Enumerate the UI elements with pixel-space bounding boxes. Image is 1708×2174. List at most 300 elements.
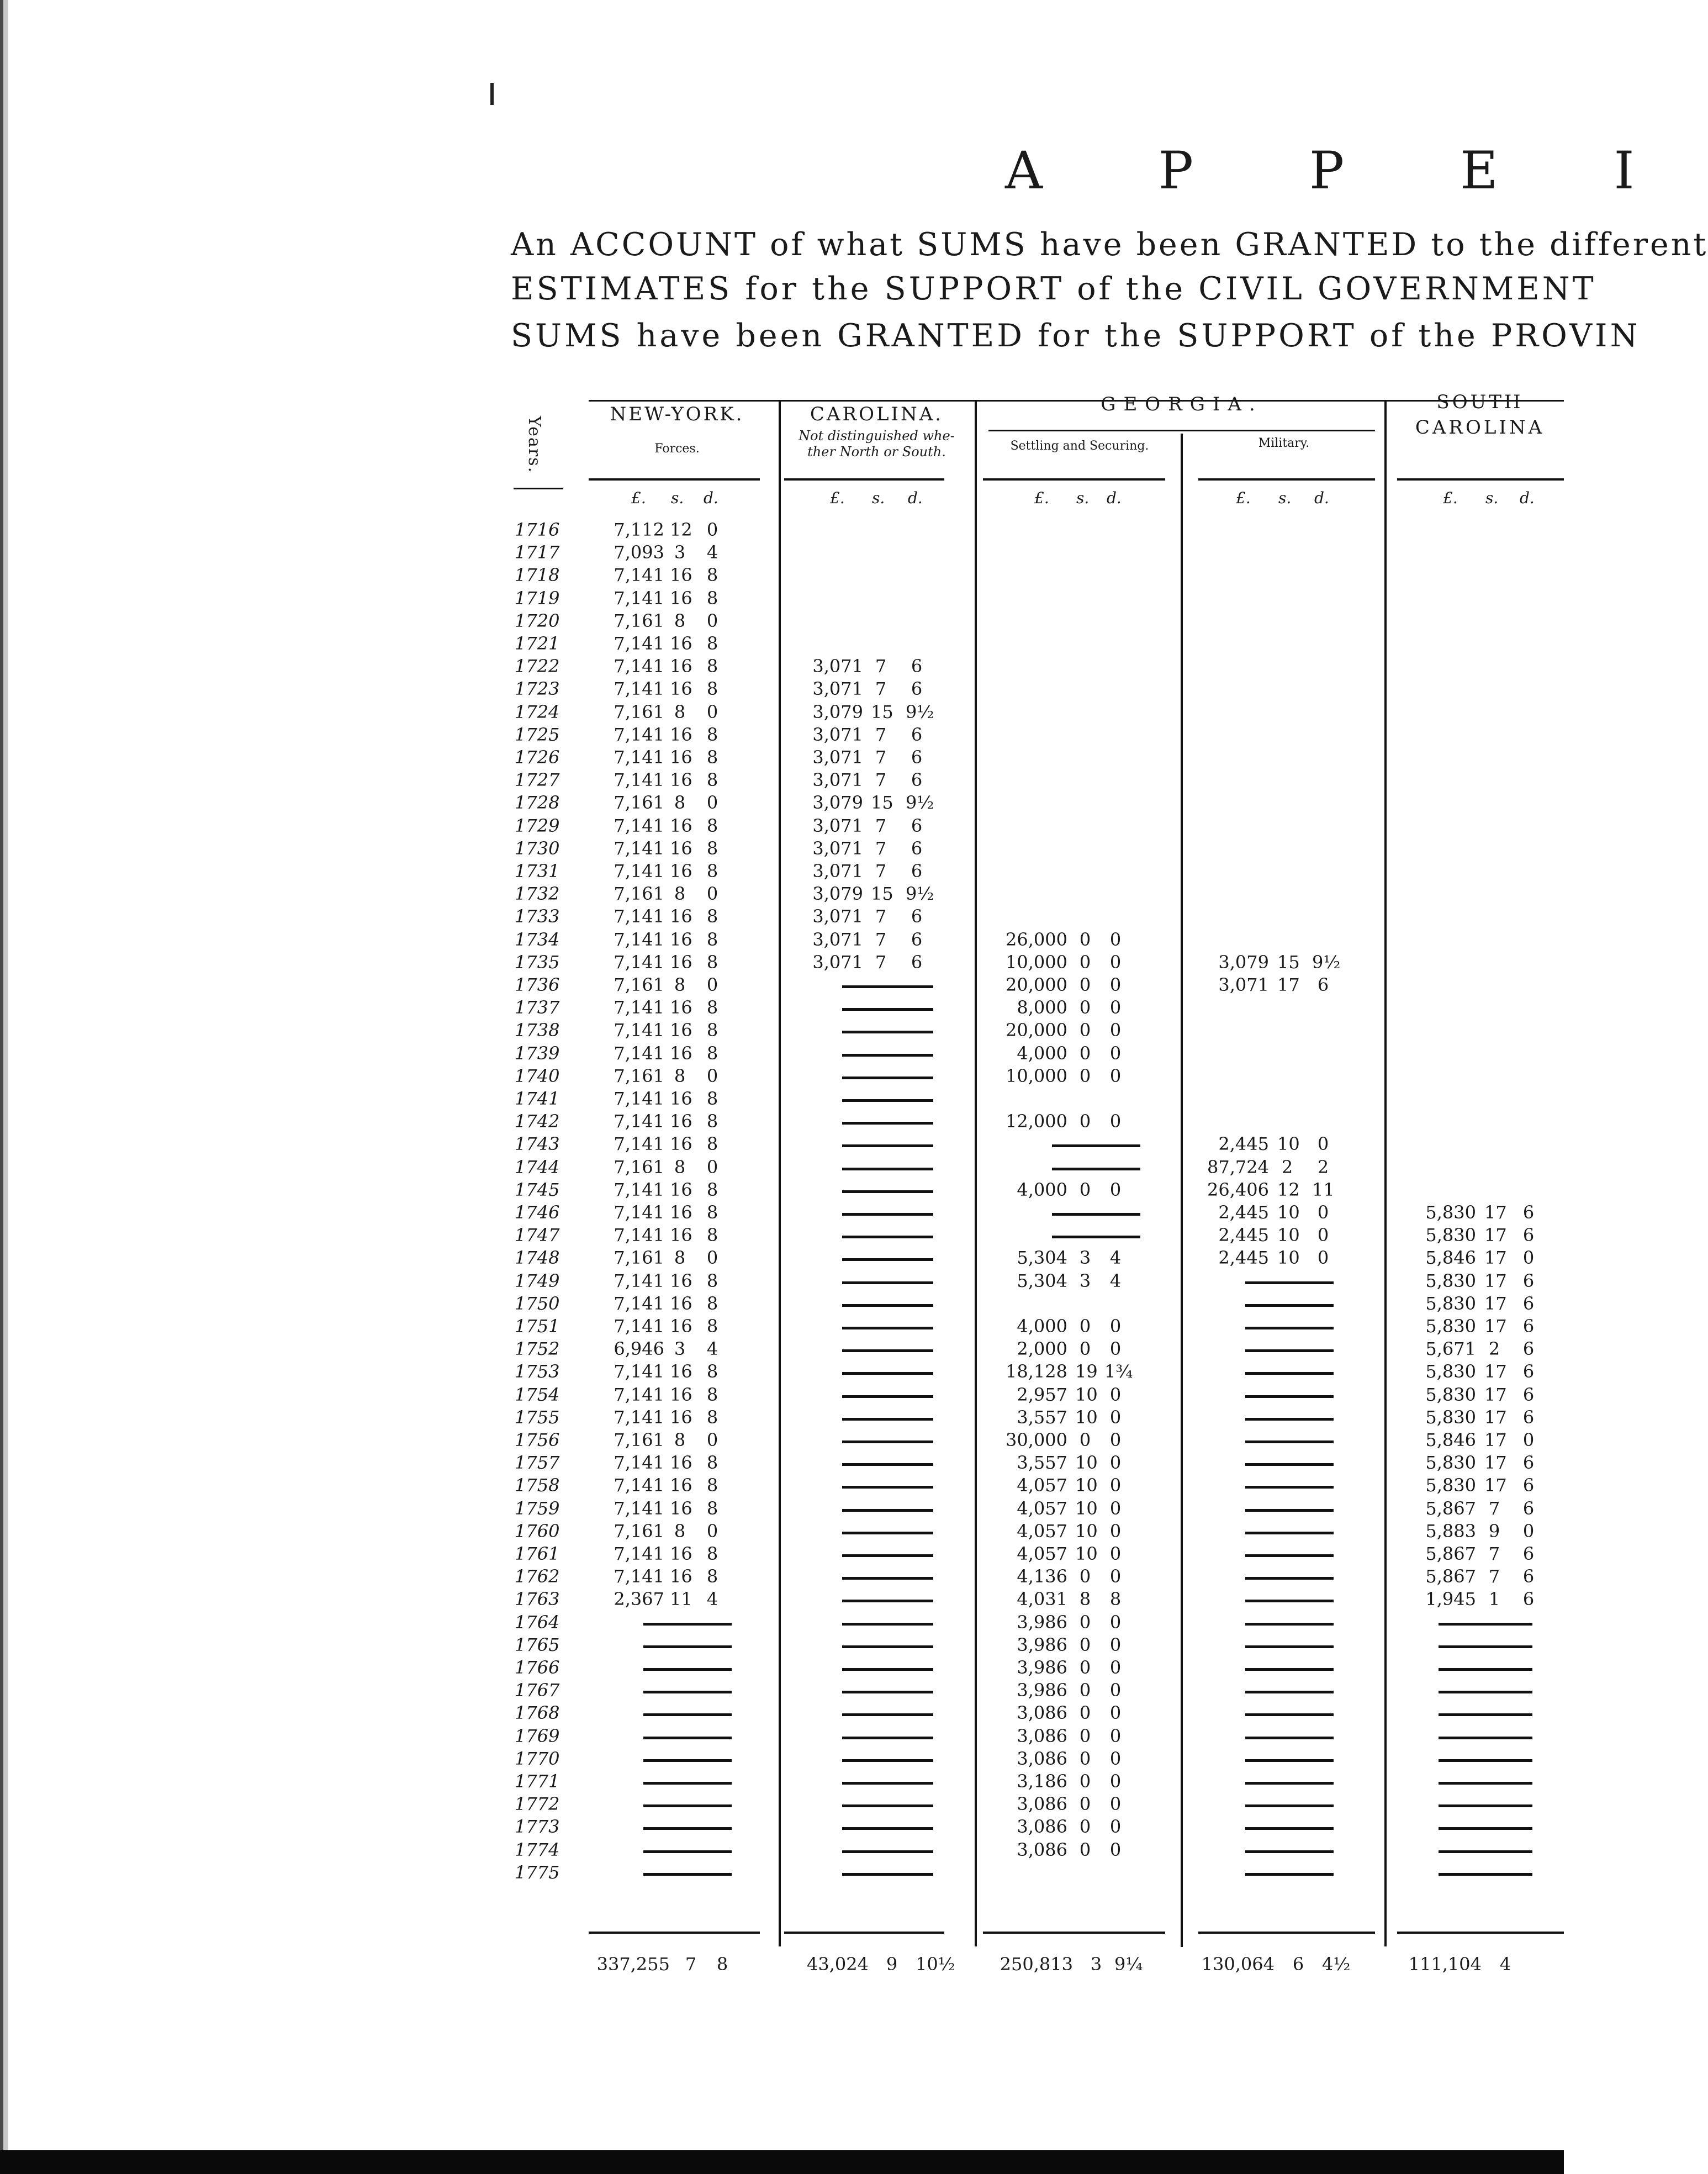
amount-pence: 8 xyxy=(706,1225,718,1246)
amount-shillings: 16 xyxy=(670,1452,692,1474)
amount-shillings: 10 xyxy=(1075,1475,1098,1496)
blank-entry-dash xyxy=(1052,1144,1140,1147)
amount-shillings: 0 xyxy=(1079,1111,1091,1132)
currency-label: d. xyxy=(704,489,718,507)
year-label: 1768 xyxy=(515,1702,560,1724)
blank-entry-dash xyxy=(1439,1691,1532,1693)
year-label: 1769 xyxy=(515,1725,560,1746)
amount-pence: 6 xyxy=(911,747,923,768)
blank-entry-dash xyxy=(842,1509,933,1512)
year-label: 1772 xyxy=(515,1793,560,1815)
year-label: 1754 xyxy=(515,1384,560,1405)
amount-pounds: 8,000 xyxy=(1017,997,1067,1019)
blank-entry-dash xyxy=(842,1077,933,1079)
amount-pounds: 2,957 xyxy=(1017,1384,1067,1405)
blank-entry-dash xyxy=(842,1668,933,1671)
blank-entry-dash xyxy=(643,1804,732,1807)
amount-shillings: 16 xyxy=(670,1270,692,1291)
amount-pence: 6 xyxy=(911,815,923,836)
year-label: 1728 xyxy=(515,792,560,814)
amount-shillings: 0 xyxy=(1079,1725,1091,1746)
blank-entry-dash xyxy=(1245,1304,1334,1307)
amount-shillings: 7 xyxy=(1488,1543,1500,1564)
amount-pounds: 7,141 xyxy=(614,724,664,745)
amount-pounds: 3,071 xyxy=(812,678,863,700)
amount-shillings: 7 xyxy=(875,861,887,882)
blank-entry-dash xyxy=(842,1144,933,1147)
amount-pence: 0 xyxy=(706,701,718,722)
amount-pence: 8 xyxy=(706,1475,718,1496)
amount-shillings: 7 xyxy=(1488,1497,1500,1519)
amount-pence: 8 xyxy=(706,1111,718,1132)
amount-pence: 0 xyxy=(1109,1725,1122,1746)
amount-pounds: 7,141 xyxy=(614,1475,664,1496)
blank-entry-dash xyxy=(1439,1737,1532,1739)
amount-pence: 8 xyxy=(706,906,718,927)
blank-entry-dash xyxy=(1439,1713,1532,1716)
amount-shillings: 10 xyxy=(1075,1543,1098,1564)
amount-pence: 0 xyxy=(1317,1247,1329,1269)
amount-pence: 6 xyxy=(1522,1270,1535,1291)
amount-shillings: 15 xyxy=(871,883,893,905)
amount-pounds: 5,830 xyxy=(1425,1384,1476,1405)
blank-entry-dash xyxy=(842,1054,933,1057)
amount-pence: 8 xyxy=(706,1316,718,1337)
header-underline xyxy=(1397,478,1564,481)
total-pounds: 337,255 xyxy=(596,1954,670,1975)
amount-shillings: 8 xyxy=(674,1065,686,1086)
blank-entry-dash xyxy=(842,1577,933,1580)
amount-shillings: 0 xyxy=(1079,997,1091,1019)
amount-pence: 0 xyxy=(1109,1657,1122,1678)
amount-pence: 6 xyxy=(1522,1543,1535,1564)
amount-shillings: 7 xyxy=(875,678,887,700)
amount-pence: 0 xyxy=(1109,1179,1122,1200)
amount-shillings: 16 xyxy=(670,1179,692,1200)
amount-pounds: 7,141 xyxy=(614,1543,664,1564)
blank-entry-dash xyxy=(842,1532,933,1534)
amount-pounds: 7,141 xyxy=(614,1497,664,1519)
amount-shillings: 8 xyxy=(674,974,686,995)
year-label: 1764 xyxy=(515,1611,560,1633)
amount-pence: 6 xyxy=(1522,1475,1535,1496)
year-label: 1725 xyxy=(515,724,560,745)
blank-entry-dash xyxy=(1052,1236,1140,1238)
total-pounds: 111,104 xyxy=(1408,1954,1482,1975)
amount-pence: 8 xyxy=(706,815,718,836)
year-label: 1759 xyxy=(515,1497,560,1519)
amount-pounds: 3,079 xyxy=(812,883,863,905)
amount-shillings: 0 xyxy=(1079,1748,1091,1769)
blank-entry-dash xyxy=(1245,1281,1334,1284)
currency-label: s. xyxy=(671,489,684,507)
year-label: 1770 xyxy=(515,1748,560,1769)
amount-pounds: 10,000 xyxy=(1006,1065,1067,1086)
amount-pence: 0 xyxy=(1109,1793,1122,1815)
amount-pence: 8 xyxy=(706,997,718,1019)
amount-shillings: 7 xyxy=(875,656,887,677)
column-title-georgia: GEORGIA. xyxy=(1101,393,1263,415)
amount-pence: 6 xyxy=(911,951,923,973)
amount-pounds: 3,079 xyxy=(812,701,863,722)
year-label: 1731 xyxy=(515,861,560,882)
amount-shillings: 16 xyxy=(670,656,692,677)
amount-pence: 0 xyxy=(1109,1497,1122,1519)
amount-pence: 0 xyxy=(1109,1680,1122,1701)
amount-pence: 2 xyxy=(1317,1156,1329,1178)
amount-pence: 8 xyxy=(706,1088,718,1109)
year-label: 1727 xyxy=(515,769,560,791)
amount-pence: 0 xyxy=(1109,1634,1122,1655)
year-label: 1774 xyxy=(515,1839,560,1860)
amount-shillings: 0 xyxy=(1079,928,1091,950)
amount-pence: 0 xyxy=(1109,1406,1122,1428)
amount-pounds: 3,071 xyxy=(812,951,863,973)
amount-shillings: 17 xyxy=(1484,1361,1507,1383)
amount-pence: 6 xyxy=(911,928,923,950)
total-pence: 4½ xyxy=(1322,1954,1351,1975)
amount-pounds: 12,000 xyxy=(1006,1111,1067,1132)
amount-pounds: 7,141 xyxy=(614,1566,664,1587)
total-shillings: 7 xyxy=(685,1954,697,1975)
amount-pounds: 3,071 xyxy=(812,861,863,882)
totals-rule xyxy=(983,1932,1165,1934)
year-label: 1734 xyxy=(515,928,560,950)
amount-pounds: 7,112 xyxy=(614,519,664,540)
blank-entry-dash xyxy=(842,1031,933,1033)
amount-pounds: 7,141 xyxy=(614,837,664,859)
blank-entry-dash xyxy=(643,1873,732,1876)
amount-shillings: 16 xyxy=(670,1020,692,1041)
amount-shillings: 10 xyxy=(1075,1520,1098,1542)
year-label: 1761 xyxy=(515,1543,560,1564)
amount-pounds: 2,445 xyxy=(1218,1202,1269,1223)
amount-pence: 6 xyxy=(1522,1406,1535,1428)
amount-pounds: 7,141 xyxy=(614,861,664,882)
blank-entry-dash xyxy=(842,1372,933,1375)
year-label: 1742 xyxy=(515,1111,560,1132)
amount-pounds: 7,141 xyxy=(614,1111,664,1132)
year-label: 1726 xyxy=(515,747,560,768)
amount-pence: 9½ xyxy=(906,883,934,905)
blank-entry-dash xyxy=(842,1873,933,1876)
year-label: 1765 xyxy=(515,1634,560,1655)
amount-pence: 0 xyxy=(1109,1429,1122,1450)
amount-shillings: 17 xyxy=(1484,1384,1507,1405)
amount-pence: 6 xyxy=(1522,1452,1535,1474)
year-label: 1752 xyxy=(515,1338,560,1360)
blank-entry-dash xyxy=(1245,1713,1334,1716)
amount-shillings: 0 xyxy=(1079,1839,1091,1860)
amount-pence: 8 xyxy=(706,1042,718,1064)
year-label: 1755 xyxy=(515,1406,560,1428)
amount-shillings: 9 xyxy=(1488,1520,1500,1542)
blank-entry-dash xyxy=(842,1418,933,1421)
amount-pence: 8 xyxy=(706,1179,718,1200)
amount-pounds: 7,141 xyxy=(614,564,664,586)
amount-pounds: 3,071 xyxy=(812,928,863,950)
amount-pounds: 1,945 xyxy=(1425,1589,1476,1610)
amount-pounds: 5,830 xyxy=(1425,1406,1476,1428)
blank-entry-dash xyxy=(842,1600,933,1602)
amount-pence: 4 xyxy=(706,1338,718,1360)
ink-speck xyxy=(490,83,494,105)
year-label: 1773 xyxy=(515,1816,560,1838)
year-label: 1762 xyxy=(515,1566,560,1587)
amount-shillings: 8 xyxy=(674,1156,686,1178)
amount-pence: 11 xyxy=(1312,1179,1335,1200)
amount-pence: 0 xyxy=(1522,1247,1535,1269)
blank-entry-dash xyxy=(643,1850,732,1853)
amount-pounds: 3,086 xyxy=(1017,1748,1067,1769)
blank-entry-dash xyxy=(1439,1782,1532,1785)
blank-entry-dash xyxy=(1245,1418,1334,1421)
year-label: 1729 xyxy=(515,815,560,836)
amount-pence: 8 xyxy=(706,1361,718,1383)
amount-pounds: 4,000 xyxy=(1017,1042,1067,1064)
amount-pounds: 7,141 xyxy=(614,1042,664,1064)
amount-pounds: 26,000 xyxy=(1006,928,1067,950)
blank-entry-dash xyxy=(643,1759,732,1762)
column-title-south-carolina: SOUTH CAROLINA xyxy=(1415,391,1545,439)
amount-pence: 9½ xyxy=(906,701,934,722)
year-label: 1758 xyxy=(515,1475,560,1496)
year-label: 1719 xyxy=(515,587,560,609)
amount-pence: 0 xyxy=(706,883,718,905)
amount-pounds: 3,086 xyxy=(1017,1839,1067,1860)
amount-shillings: 12 xyxy=(1277,1179,1300,1200)
amount-shillings: 10 xyxy=(1277,1225,1300,1246)
header-underline xyxy=(589,478,760,481)
blank-entry-dash xyxy=(1245,1645,1334,1648)
amount-pounds: 7,141 xyxy=(614,1133,664,1155)
amount-pence: 0 xyxy=(1522,1520,1535,1542)
amount-shillings: 0 xyxy=(1079,1680,1091,1701)
amount-pounds: 3,086 xyxy=(1017,1702,1067,1724)
year-label: 1738 xyxy=(515,1020,560,1041)
amount-pounds: 4,057 xyxy=(1017,1475,1067,1496)
amount-shillings: 16 xyxy=(670,1202,692,1223)
amount-shillings: 0 xyxy=(1079,1042,1091,1064)
amount-shillings: 16 xyxy=(670,815,692,836)
blank-entry-dash xyxy=(1245,1327,1334,1329)
amount-pence: 0 xyxy=(1109,1475,1122,1496)
blank-entry-dash xyxy=(1439,1873,1532,1876)
amount-shillings: 16 xyxy=(670,1475,692,1496)
amount-pence: 8 xyxy=(706,678,718,700)
amount-shillings: 0 xyxy=(1079,1771,1091,1792)
amount-shillings: 11 xyxy=(670,1589,692,1610)
total-shillings: 4 xyxy=(1499,1954,1511,1975)
blank-entry-dash xyxy=(842,1122,933,1125)
amount-shillings: 17 xyxy=(1277,974,1300,995)
blank-entry-dash xyxy=(842,1782,933,1785)
amount-pounds: 7,161 xyxy=(614,1065,664,1086)
year-label: 1747 xyxy=(515,1225,560,1246)
amount-shillings: 17 xyxy=(1484,1292,1507,1314)
amount-shillings: 16 xyxy=(670,747,692,768)
totals-rule xyxy=(1397,1932,1564,1934)
amount-pounds: 7,141 xyxy=(614,1452,664,1474)
amount-shillings: 16 xyxy=(670,906,692,927)
amount-shillings: 16 xyxy=(670,1316,692,1337)
amount-pounds: 7,161 xyxy=(614,610,664,631)
totals-rule xyxy=(1198,1932,1375,1934)
amount-pounds: 5,830 xyxy=(1425,1475,1476,1496)
years-column-header: Years. xyxy=(525,415,544,474)
scan-edge-shadow xyxy=(3,0,8,2174)
blank-entry-dash xyxy=(1439,1645,1532,1648)
amount-shillings: 7 xyxy=(875,769,887,791)
amount-pounds: 7,141 xyxy=(614,815,664,836)
amount-pence: 0 xyxy=(1109,951,1122,973)
amount-pounds: 7,161 xyxy=(614,1520,664,1542)
amount-pence: 8 xyxy=(706,1020,718,1041)
amount-shillings: 10 xyxy=(1075,1406,1098,1428)
amount-pounds: 7,141 xyxy=(614,928,664,950)
amount-shillings: 16 xyxy=(670,1361,692,1383)
amount-shillings: 16 xyxy=(670,1543,692,1564)
amount-pounds: 2,000 xyxy=(1017,1338,1067,1360)
amount-shillings: 15 xyxy=(871,792,893,814)
year-label: 1733 xyxy=(515,906,560,927)
amount-pence: 6 xyxy=(1522,1292,1535,1314)
blank-entry-dash xyxy=(842,1349,933,1352)
amount-shillings: 7 xyxy=(875,837,887,859)
blank-entry-dash xyxy=(1245,1577,1334,1580)
amount-shillings: 0 xyxy=(1079,1793,1091,1815)
amount-shillings: 0 xyxy=(1079,951,1091,973)
blank-entry-dash xyxy=(1245,1827,1334,1830)
amount-shillings: 10 xyxy=(1075,1497,1098,1519)
year-label: 1724 xyxy=(515,701,560,722)
amount-pounds: 5,867 xyxy=(1425,1497,1476,1519)
amount-pounds: 7,141 xyxy=(614,1270,664,1291)
amount-pence: 6 xyxy=(1522,1497,1535,1519)
amount-pence: 8 xyxy=(706,837,718,859)
amount-pence: 0 xyxy=(1109,1384,1122,1405)
amount-pounds: 3,071 xyxy=(812,656,863,677)
amount-pence: 8 xyxy=(706,1543,718,1564)
amount-pounds: 7,141 xyxy=(614,1292,664,1314)
amount-pounds: 3,079 xyxy=(1218,951,1269,973)
amount-pounds: 3,986 xyxy=(1017,1634,1067,1655)
amount-pence: 4 xyxy=(706,1589,718,1610)
amount-shillings: 17 xyxy=(1484,1429,1507,1450)
amount-pence: 6 xyxy=(1522,1589,1535,1610)
totals-rule xyxy=(589,1932,760,1934)
year-label: 1722 xyxy=(515,656,560,677)
blank-entry-dash xyxy=(1245,1372,1334,1375)
total-pence: 9¼ xyxy=(1114,1954,1143,1975)
amount-pounds: 5,883 xyxy=(1425,1520,1476,1542)
amount-pounds: 5,830 xyxy=(1425,1292,1476,1314)
amount-pounds: 5,830 xyxy=(1425,1225,1476,1246)
blank-entry-dash xyxy=(1245,1804,1334,1807)
amount-pence: 9½ xyxy=(906,792,934,814)
blank-entry-dash xyxy=(842,1463,933,1466)
year-label: 1746 xyxy=(515,1202,560,1223)
year-label: 1723 xyxy=(515,678,560,700)
amount-shillings: 17 xyxy=(1484,1452,1507,1474)
amount-pounds: 7,141 xyxy=(614,1361,664,1383)
year-label: 1717 xyxy=(515,542,560,563)
blank-entry-dash xyxy=(1439,1623,1532,1626)
amount-shillings: 8 xyxy=(674,1520,686,1542)
total-pounds: 250,813 xyxy=(1000,1954,1073,1975)
currency-label: s. xyxy=(1485,489,1499,507)
amount-pounds: 18,128 xyxy=(1006,1361,1067,1383)
amount-pounds: 3,986 xyxy=(1017,1611,1067,1633)
amount-shillings: 16 xyxy=(670,1042,692,1064)
blank-entry-dash xyxy=(1245,1554,1334,1557)
year-label: 1743 xyxy=(515,1133,560,1155)
amount-shillings: 0 xyxy=(1079,1065,1091,1086)
amount-pounds: 7,161 xyxy=(614,1429,664,1450)
year-label: 1716 xyxy=(515,519,560,540)
amount-shillings: 16 xyxy=(670,928,692,950)
blank-entry-dash xyxy=(842,1486,933,1489)
years-rule xyxy=(514,488,563,489)
amount-shillings: 0 xyxy=(1079,1338,1091,1360)
amount-pounds: 7,161 xyxy=(614,1247,664,1269)
amount-shillings: 16 xyxy=(670,1406,692,1428)
blank-entry-dash xyxy=(643,1623,732,1626)
blank-entry-dash xyxy=(1439,1827,1532,1830)
amount-shillings: 15 xyxy=(1277,951,1300,973)
amount-pounds: 7,141 xyxy=(614,769,664,791)
year-label: 1767 xyxy=(515,1680,560,1701)
amount-shillings: 19 xyxy=(1075,1361,1098,1383)
amount-shillings: 10 xyxy=(1277,1247,1300,1269)
amount-pounds: 3,071 xyxy=(1218,974,1269,995)
amount-pence: 6 xyxy=(1522,1202,1535,1223)
blank-entry-dash xyxy=(1245,1850,1334,1853)
amount-shillings: 7 xyxy=(875,724,887,745)
amount-pence: 0 xyxy=(706,792,718,814)
amount-shillings: 16 xyxy=(670,678,692,700)
amount-pence: 6 xyxy=(1522,1338,1535,1360)
amount-shillings: 8 xyxy=(674,701,686,722)
year-label: 1775 xyxy=(515,1861,560,1883)
amount-pounds: 7,141 xyxy=(614,747,664,768)
currency-label: s. xyxy=(1076,489,1090,507)
amount-shillings: 17 xyxy=(1484,1475,1507,1496)
amount-pounds: 3,986 xyxy=(1017,1680,1067,1701)
amount-shillings: 3 xyxy=(674,1338,686,1360)
year-label: 1745 xyxy=(515,1179,560,1200)
currency-label: £. xyxy=(631,489,646,507)
amount-shillings: 0 xyxy=(1079,1020,1091,1041)
column-divider xyxy=(779,400,781,1946)
column-title-new-york: NEW-YORK. xyxy=(610,403,744,425)
amount-pounds: 2,445 xyxy=(1218,1247,1269,1269)
amount-pence: 8 xyxy=(706,861,718,882)
amount-pence: 0 xyxy=(1109,997,1122,1019)
amount-pence: 0 xyxy=(706,974,718,995)
year-label: 1750 xyxy=(515,1292,560,1314)
amount-shillings: 10 xyxy=(1277,1133,1300,1155)
blank-entry-dash xyxy=(842,1737,933,1739)
column-divider xyxy=(1384,400,1387,1946)
blank-entry-dash xyxy=(1052,1213,1140,1216)
amount-pence: 0 xyxy=(1109,1839,1122,1860)
amount-pence: 0 xyxy=(1109,1702,1122,1724)
blank-entry-dash xyxy=(1245,1623,1334,1626)
amount-shillings: 16 xyxy=(670,861,692,882)
amount-shillings: 16 xyxy=(670,1292,692,1314)
amount-shillings: 10 xyxy=(1075,1452,1098,1474)
